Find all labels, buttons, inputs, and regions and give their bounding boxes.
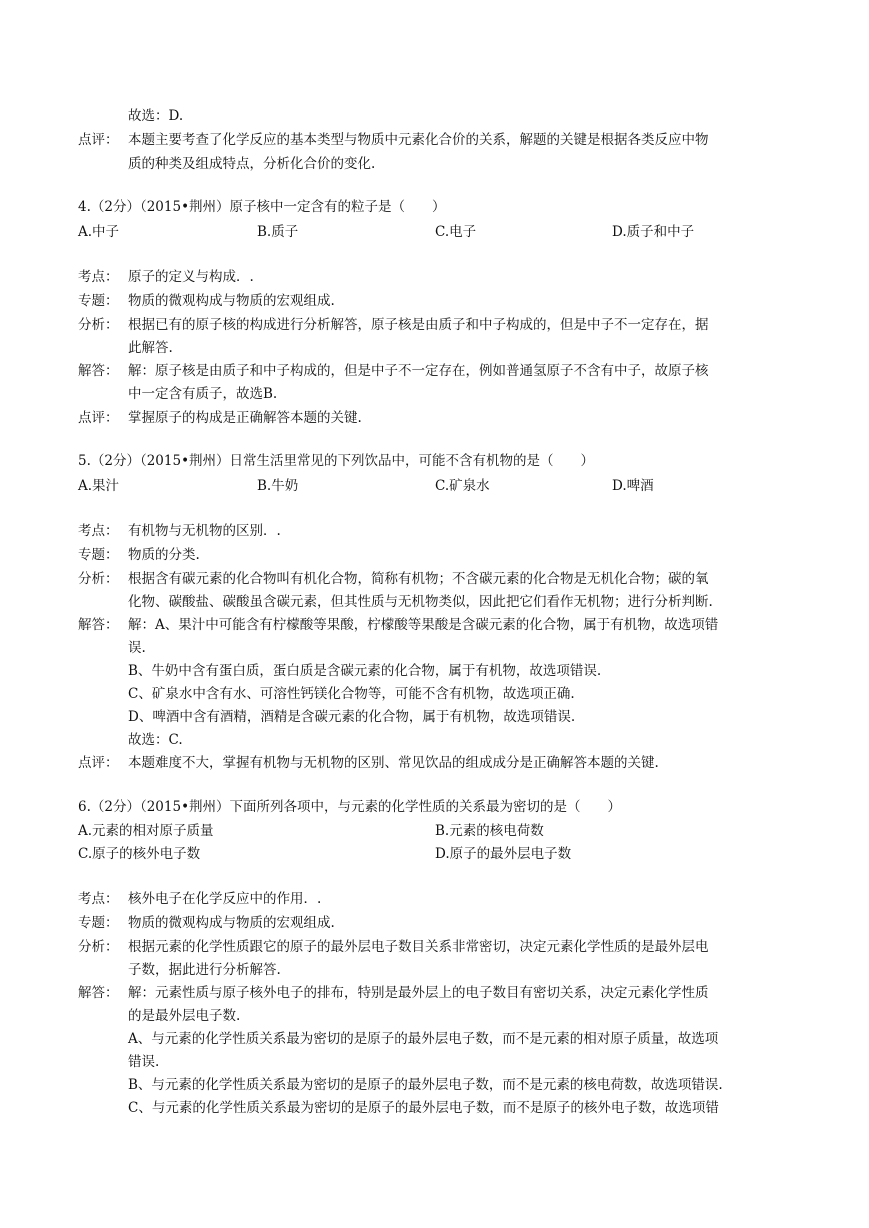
q5-stem: 5.（2分）（2015•荆州）日常生活里常见的下列饮品中，可能不含有机物的是（ ） <box>78 453 595 469</box>
jieda-text: C、矿泉水中含有水、可溶性钙镁化合物等，可能不含有机物，故选项正确. <box>128 686 575 702</box>
fenxi-label: 分析： <box>78 317 119 333</box>
jieda-text: 故选：C. <box>128 732 183 748</box>
zhuanti-label: 专题： <box>78 293 119 309</box>
zhuanti-text: 物质的微观构成与物质的宏观组成. <box>128 915 335 931</box>
previous-answer: 故选：D. <box>128 108 184 124</box>
dianping-label: 点评： <box>78 410 119 426</box>
zhuanti-text: 物质的分类. <box>128 547 200 563</box>
fenxi-text: 此解答. <box>128 340 173 356</box>
q5-option-d: D.啤酒 <box>612 478 654 494</box>
jieda-text: 解：原子核是由质子和中子构成的，但是中子不一定存在，例如普通氢原子不含有中子，故原子核 <box>128 363 709 379</box>
fenxi-text: 化物、碳酸盐、碳酸虽含碳元素，但其性质与无机物类似，因此把它们看作无机物；进行分析判断. <box>128 594 713 610</box>
q6-option-b: B.元素的核电荷数 <box>435 823 544 839</box>
comment-text: 本题主要考查了化学反应的基本类型与物质中元素化合价的关系，解题的关键是根据各类反应中物 <box>128 132 709 148</box>
comment-label: 点评： <box>78 132 119 148</box>
kaodian-label: 考点： <box>78 269 119 285</box>
q6-option-c: C.原子的核外电子数 <box>78 846 201 862</box>
q5-option-c: C.矿泉水 <box>435 478 490 494</box>
jieda-label: 解答： <box>78 985 119 1001</box>
q5-option-b: B.牛奶 <box>257 478 299 494</box>
kaodian-label: 考点： <box>78 891 119 907</box>
fenxi-label: 分析： <box>78 939 119 955</box>
q6-option-d: D.原子的最外层电子数 <box>435 846 572 862</box>
jieda-label: 解答： <box>78 363 119 379</box>
q6-stem: 6.（2分）（2015•荆州）下面所列各项中，与元素的化学性质的关系最为密切的是（ ） <box>78 799 622 815</box>
fenxi-label: 分析： <box>78 571 119 587</box>
q4-option-c: C.电子 <box>435 224 477 240</box>
q4-option-a: A.中子 <box>78 224 120 240</box>
jieda-text: 解：A、果汁中可能含有柠檬酸等果酸，柠檬酸等果酸是含碳元素的化合物，属于有机物，故选项错 <box>128 617 719 633</box>
kaodian-text: 原子的定义与构成．. <box>128 269 254 285</box>
dianping-text: 掌握原子的构成是正确解答本题的关键. <box>128 410 362 426</box>
fenxi-text: 根据元素的化学性质跟它的原子的最外层电子数目关系非常密切，决定元素化学性质的是最外层电 <box>128 939 709 955</box>
zhuanti-text: 物质的微观构成与物质的宏观组成. <box>128 293 335 309</box>
jieda-text: C、与元素的化学性质关系最为密切的是原子的最外层电子数，而不是原子的核外电子数，故选项错 <box>128 1100 719 1116</box>
jieda-text: 的是最外层电子数. <box>128 1008 241 1024</box>
comment-text: 质的种类及组成特点，分析化合价的变化. <box>128 156 376 172</box>
q6-option-a: A.元素的相对原子质量 <box>78 823 214 839</box>
jieda-text: 中一定含有质子，故选B. <box>128 386 278 402</box>
dianping-label: 点评： <box>78 755 119 771</box>
jieda-text: D、啤酒中含有酒精，酒精是含碳元素的化合物，属于有机物，故选项错误. <box>128 709 576 725</box>
zhuanti-label: 专题： <box>78 547 119 563</box>
fenxi-text: 根据含有碳元素的化合物叫有机化合物，简称有机物；不含碳元素的化合物是无机化合物；碳的氧 <box>128 571 709 587</box>
jieda-text: 误. <box>128 640 146 656</box>
kaodian-text: 有机物与无机物的区别．. <box>128 523 281 539</box>
jieda-text: 错误. <box>128 1054 160 1070</box>
q4-option-b: B.质子 <box>257 224 299 240</box>
q4-option-d: D.质子和中子 <box>612 224 695 240</box>
kaodian-label: 考点： <box>78 523 119 539</box>
kaodian-text: 核外电子在化学反应中的作用．. <box>128 891 322 907</box>
jieda-text: A、与元素的化学性质关系最为密切的是原子的最外层电子数，而不是元素的相对原子质量，故选项 <box>128 1031 719 1047</box>
fenxi-text: 根据已有的原子核的构成进行分析解答，原子核是由质子和中子构成的，但是中子不一定存在，据 <box>128 317 709 333</box>
jieda-text: 解：元素性质与原子核外电子的排布，特别是最外层上的电子数目有密切关系，决定元素化学性质 <box>128 985 709 1001</box>
jieda-text: B、与元素的化学性质关系最为密切的是原子的最外层电子数，而不是元素的核电荷数，故选项错误. <box>128 1077 723 1093</box>
dianping-text: 本题难度不大，掌握有机物与无机物的区别、常见饮品的组成成分是正确解答本题的关键. <box>128 755 659 771</box>
q4-stem: 4.（2分）（2015•荆州）原子核中一定含有的粒子是（ ） <box>78 199 446 215</box>
q5-option-a: A.果汁 <box>78 478 120 494</box>
zhuanti-label: 专题： <box>78 915 119 931</box>
fenxi-text: 子数，据此进行分析解答. <box>128 962 281 978</box>
jieda-label: 解答： <box>78 617 119 633</box>
jieda-text: B、牛奶中含有蛋白质，蛋白质是含碳元素的化合物，属于有机物，故选项错误. <box>128 663 602 679</box>
